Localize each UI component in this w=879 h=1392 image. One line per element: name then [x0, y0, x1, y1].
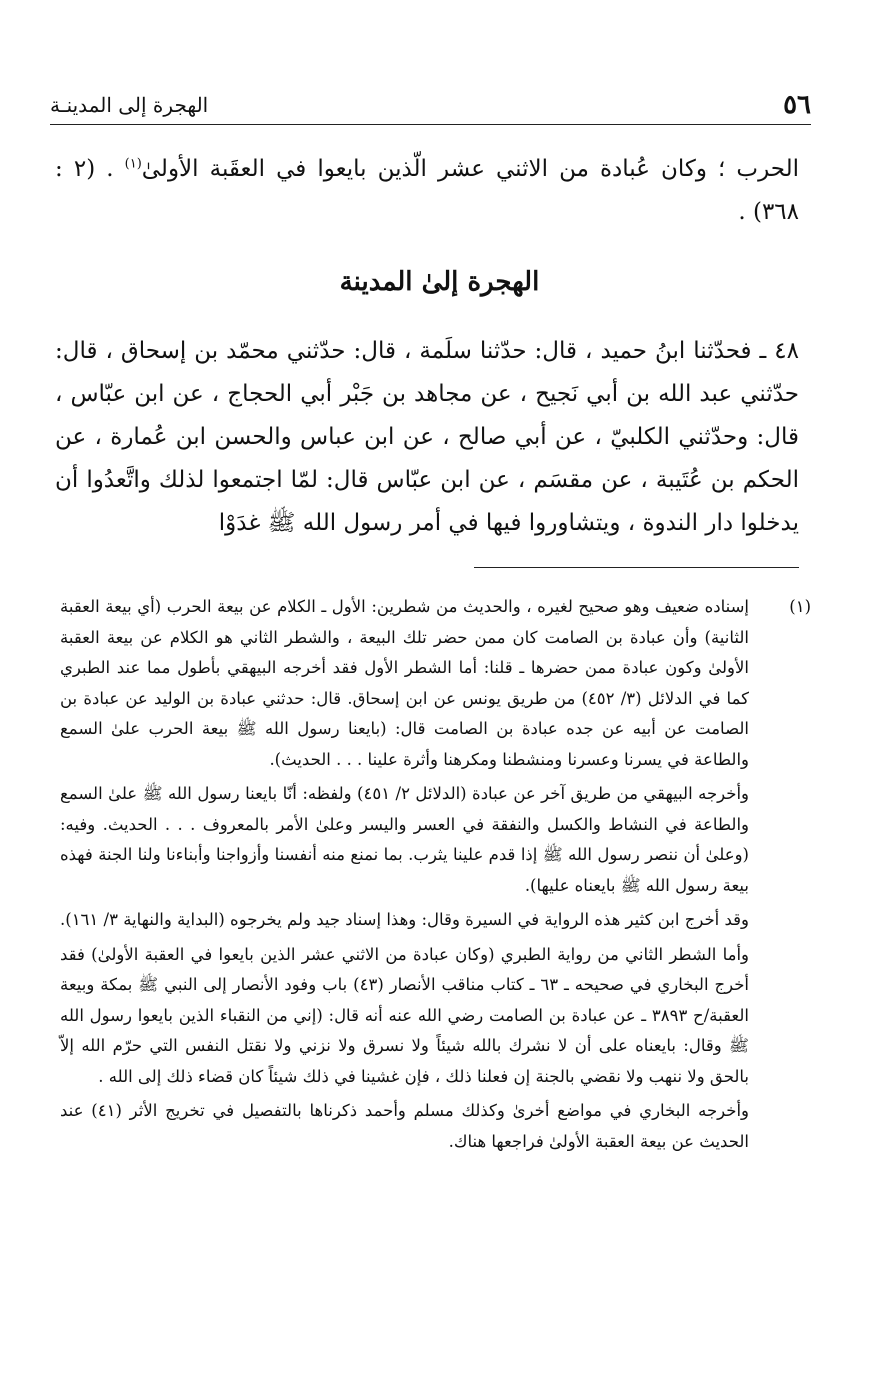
running-header	[50, 88, 811, 125]
page-number: ٥٦	[783, 90, 811, 120]
narration-paragraph	[55, 330, 799, 545]
continuation-text: الحرب ؛ وكان عُبادة من الاثني عشر الّذين بايعوا في العقَبة الأولىٰ	[141, 156, 800, 182]
footnote-paragraph: وأخرجه البخاري في مواضع أخرىٰ وكذلك مسلم وأحمد ذكرناها بالتفصيل في تخريج الأثر (٤١) عند الحديث عن بيعة العقبة الأولىٰ فراجعها هناك.	[60, 1101, 750, 1151]
footnote-separator	[474, 567, 799, 568]
running-title: الهجرة إلى المدينـة	[50, 93, 209, 117]
citation-volume-page: . (٢ : ٣٦٨) .	[55, 156, 799, 225]
continuation-paragraph	[55, 148, 799, 234]
section-title: الهجرة إلىٰ المدينة	[339, 267, 540, 297]
footnote-paragraph: إسناده ضعيف وهو صحيح لغيره ، والحديث من شطرين: الأول ـ الكلام عن بيعة الحرب (أي بيعة العقبة الثانية) وأن عبادة بن الصامت كان ممن حضر تلك البيعة ، والشطر الثاني هو الكلام عن بيعة العقبة الأولىٰ وكون عبادة ممن حضرها ـ قلنا: أما الشطر الأول فقد أخرجه البيهقي بأطول مما عند الطبري كما في الدلائل (٣/ ٤٥٢) من طريق يونس عن ابن إسحاق. قال: حدثني عبادة بن الوليد عن عبادة بن الصامت عن أبيه عن جده عبادة بن الصامت قال: (بايعنا رسول الله ﷺ بيعة الحرب علىٰ السمع والطاعة في يسرنا وعسرنا ومنشطنا ومكرهنا وأثرة علينا . . . الحديث).	[60, 597, 750, 769]
narration-text: ٤٨ ـ فحدّثنا ابنُ حميد ، قال: حدّثنا سلَمة ، قال: حدّثني محمّد بن إسحاق ، قال: حدّثني عبد الله بن أبي نَجيح ، عن مجاهد بن جَبْر أبي الحجاج ، عن ابن عبّاس ، قال: وحدّثني الكلبيّ ، عن أبي صالح ، عن ابن عباس والحسن ابن عُمارة ، عن الحكم بن عُتَيبة ، عن مقسَم ، عن ابن عبّاس قال: لمّا اجتمعوا لذلك واتَّعدُوا أن يدخلوا دار الندوة ، ويتشاوروا فيها في أمر رسول الله ﷺ غدَوْا	[55, 338, 799, 536]
footnote-reference: (١)	[124, 156, 142, 172]
footnote-paragraph: وقد أخرج ابن كثير هذه الرواية في السيرة وقال: وهذا إسناد جيد ولم يخرجوه (البداية والنهاية ٣/ ١٦١).	[60, 910, 749, 929]
footnote-number: (١)	[789, 597, 811, 616]
footnote-paragraph: وأما الشطر الثاني من رواية الطبري (وكان عبادة من الاثني عشر الذين بايعوا في العقبة الأولىٰ) فقد أخرج البخاري في صحيحه ـ ٦٣ ـ كتاب مناقب الأنصار (٤٣) باب وفود الأنصار إلى النبي ﷺ بمكة وبيعة العقبة/ح ٣٨٩٣ ـ عن عبادة بن الصامت رضي الله عنه أنه قال: (إني من النقباء الذين بايعوا رسول الله ﷺ وقال: بايعناه على أن لا نشرك بالله شيئاً ولا نسرق ولا نزني ولا نقتل النفس التي حرّم الله إلاّ بالحق ولا ننهب ولا نقضي بالجنة إن فعلنا ذلك ، فإن غشينا في ذلك شيئاً كان قضاء ذلك إلى الله .	[60, 944, 749, 1086]
footnote-paragraph: وأخرجه البيهقي من طريق آخر عن عبادة (الدلائل ٢/ ٤٥١) ولفظه: أنّا بايعنا رسول الله ﷺ علىٰ السمع والطاعة في النشاط والكسل والنفقة في العسر واليسر وعلىٰ الأمر بالمعروف . . . الحديث. وفيه: (وعلىٰ أن ننصر رسول الله ﷺ إذا قدم علينا يثرب. بما نمنع منه أنفسنا وأزواجنا وأبناءنا ولنا الجنة فهذه بيعة رسول الله ﷺ بايعناه عليها).	[60, 784, 749, 895]
footnote-body	[60, 592, 749, 1157]
footnotes	[60, 592, 811, 1161]
